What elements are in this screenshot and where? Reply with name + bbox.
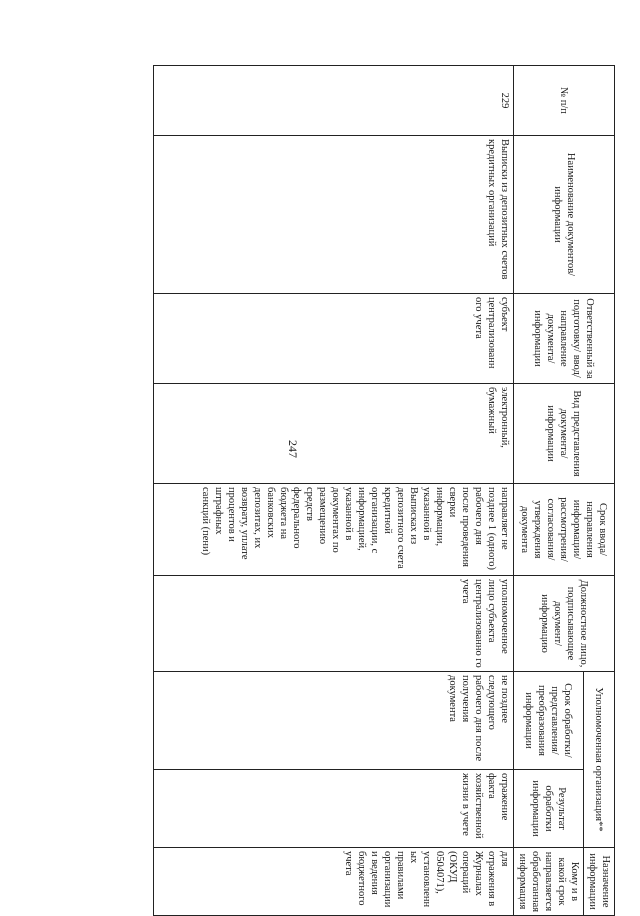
cell-num: 229	[154, 66, 514, 136]
header-responsible: Ответственный за подготовку/ ввод/ направление документа/ информации	[514, 294, 615, 384]
cell-processing-result: отражение факта хозяйственной жизни в учете	[154, 770, 514, 848]
header-deadline-input: Срок ввода/ направления информации/ рассмотрения/ согласования/ утверждения документа	[514, 484, 615, 576]
header-processing-result: Результат обработки информации	[514, 770, 584, 848]
header-official: Должностное лицо, подписывающее документ/ информацию	[514, 576, 615, 672]
cell-responsible: субъект централизованн ого учета	[154, 294, 514, 384]
cell-deadline-input: направляет не позднее 1 (одного) рабочего дня после проведения сверки информации, указанной в Выписках из депозитного счета кредитной организации, с информацией, указанной в документах по размещению средств федерального бюджета на банковских депозитах, их возврату, уплате процентов и штрафных санкций (пени)	[154, 484, 514, 576]
rotated-table-container	[153, 65, 615, 915]
cell-official: уполномоченное лицо субъекта централизованно го учета	[154, 576, 514, 672]
header-num: № п/п	[514, 66, 615, 136]
document-table	[153, 65, 615, 916]
cell-name: Выписки из депозитных счетов кредитных организаций	[154, 136, 514, 294]
cell-kind: электронный, бумажный	[154, 384, 514, 484]
header-name: Наименование документов/информации	[514, 136, 615, 294]
header-processing-deadline: Срок обработки/ представления/ преобразования информации	[514, 672, 584, 770]
header-to-whom: Кому и в какой срок направляется обработанная информация	[514, 848, 584, 916]
cell-purpose: для отражения в Журналах операций (ОКУД 0504071), установленн ых правилами организации и ведения бюджетного учета	[154, 848, 514, 916]
page-number: 247	[286, 440, 300, 458]
header-purpose: Назначение информации	[584, 848, 615, 916]
header-kind: Вид представления документа/ информации	[514, 384, 615, 484]
cell-processing-deadline: не позднее следующего рабочего дня после получения документа	[154, 672, 514, 770]
header-authorized-org: Уполномоченная организация**	[584, 672, 615, 848]
